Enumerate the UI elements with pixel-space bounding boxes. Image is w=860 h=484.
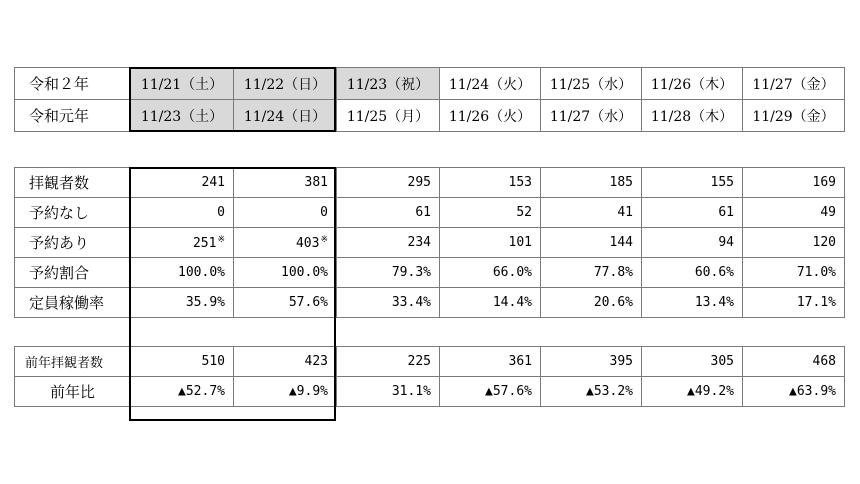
table-row — [15, 68, 845, 100]
value-cell: 155 — [642, 168, 743, 198]
table-row — [15, 198, 845, 228]
table-row — [15, 258, 845, 288]
value-cell: 169 — [743, 168, 845, 198]
value-cell: 49 — [743, 198, 845, 228]
date-cell: 11/25（月） — [337, 100, 440, 132]
value-cell: 57.6% — [234, 288, 337, 318]
value-cell: 66.0% — [440, 258, 541, 288]
value-cell: 79.3% — [337, 258, 440, 288]
value-cell: 395 — [541, 347, 642, 377]
value-cell: 77.8% — [541, 258, 642, 288]
date-comparison-table — [14, 67, 845, 132]
value-cell: 31.1% — [337, 377, 440, 407]
value-cell: 234 — [337, 228, 440, 258]
empty-cell — [440, 318, 541, 347]
empty-cell — [541, 318, 642, 347]
date-cell: 11/27（金） — [743, 68, 845, 100]
row-label-yoy: 前年比 — [15, 377, 131, 407]
row-label-reserved: 予約あり — [15, 228, 131, 258]
value-cell: 295 — [337, 168, 440, 198]
date-cell: 11/27（水） — [541, 100, 642, 132]
note-mark: ※ — [217, 234, 225, 245]
date-cell: 11/21（土） — [131, 68, 234, 100]
value-cell: 225 — [337, 347, 440, 377]
note-mark: ※ — [320, 234, 328, 245]
row-label-reiwa1: 令和元年 — [15, 100, 131, 132]
date-cell: 11/24（火） — [440, 68, 541, 100]
date-cell: 11/29（金） — [743, 100, 845, 132]
value-cell: 33.4% — [337, 288, 440, 318]
date-cell: 11/26（木） — [642, 68, 743, 100]
value-text: 251 — [192, 235, 217, 251]
value-cell: 101 — [440, 228, 541, 258]
empty-cell — [642, 318, 743, 347]
row-label-visitors: 拝観者数 — [15, 168, 131, 198]
value-cell — [234, 228, 337, 258]
row-label-no-reservation: 予約なし — [15, 198, 131, 228]
value-cell: 120 — [743, 228, 845, 258]
value-cell: ▲63.9% — [743, 377, 845, 407]
value-cell: 0 — [131, 198, 234, 228]
empty-cell — [15, 318, 131, 347]
value-cell: 468 — [743, 347, 845, 377]
value-cell: ▲49.2% — [642, 377, 743, 407]
value-cell: 100.0% — [234, 258, 337, 288]
table-row — [15, 347, 845, 377]
value-cell: 61 — [642, 198, 743, 228]
value-cell: 94 — [642, 228, 743, 258]
row-label-prev-visitors: 前年拝観者数 — [15, 347, 131, 377]
table-row — [15, 288, 845, 318]
date-cell: 11/25（水） — [541, 68, 642, 100]
table-row — [15, 377, 845, 407]
value-cell: 144 — [541, 228, 642, 258]
value-cell: 17.1% — [743, 288, 845, 318]
empty-cell — [337, 318, 440, 347]
date-cell: 11/23（祝） — [337, 68, 440, 100]
date-cell: 11/28（木） — [642, 100, 743, 132]
value-cell: 241 — [131, 168, 234, 198]
value-cell: 14.4% — [440, 288, 541, 318]
row-label-reservation-ratio: 予約割合 — [15, 258, 131, 288]
value-cell: 20.6% — [541, 288, 642, 318]
value-cell: 423 — [234, 347, 337, 377]
value-cell: 185 — [541, 168, 642, 198]
value-cell: 361 — [440, 347, 541, 377]
row-label-reiwa2: 令和２年 — [15, 68, 131, 100]
value-cell: ▲57.6% — [440, 377, 541, 407]
table-row — [15, 100, 845, 132]
value-cell: 41 — [541, 198, 642, 228]
value-cell: 71.0% — [743, 258, 845, 288]
value-cell: 100.0% — [131, 258, 234, 288]
value-cell: ▲9.9% — [234, 377, 337, 407]
date-cell: 11/24（日） — [234, 100, 337, 132]
table-row — [15, 228, 845, 258]
empty-cell — [131, 318, 234, 347]
value-cell: 35.9% — [131, 288, 234, 318]
value-cell: 510 — [131, 347, 234, 377]
visitor-stats-table — [14, 167, 845, 407]
row-label-capacity-rate: 定員稼働率 — [15, 288, 131, 318]
value-cell: 52 — [440, 198, 541, 228]
value-cell: 0 — [234, 198, 337, 228]
value-cell: ▲52.7% — [131, 377, 234, 407]
empty-cell — [743, 318, 845, 347]
value-cell: 60.6% — [642, 258, 743, 288]
date-cell: 11/26（火） — [440, 100, 541, 132]
value-cell — [131, 228, 234, 258]
empty-cell — [234, 318, 337, 347]
value-cell: 61 — [337, 198, 440, 228]
date-cell: 11/22（日） — [234, 68, 337, 100]
spacer-row — [15, 318, 845, 347]
value-text: 403 — [295, 235, 320, 251]
value-cell: 305 — [642, 347, 743, 377]
value-cell: 153 — [440, 168, 541, 198]
date-cell: 11/23（土） — [131, 100, 234, 132]
value-cell: 13.4% — [642, 288, 743, 318]
value-cell: ▲53.2% — [541, 377, 642, 407]
table-row — [15, 168, 845, 198]
value-cell: 381 — [234, 168, 337, 198]
